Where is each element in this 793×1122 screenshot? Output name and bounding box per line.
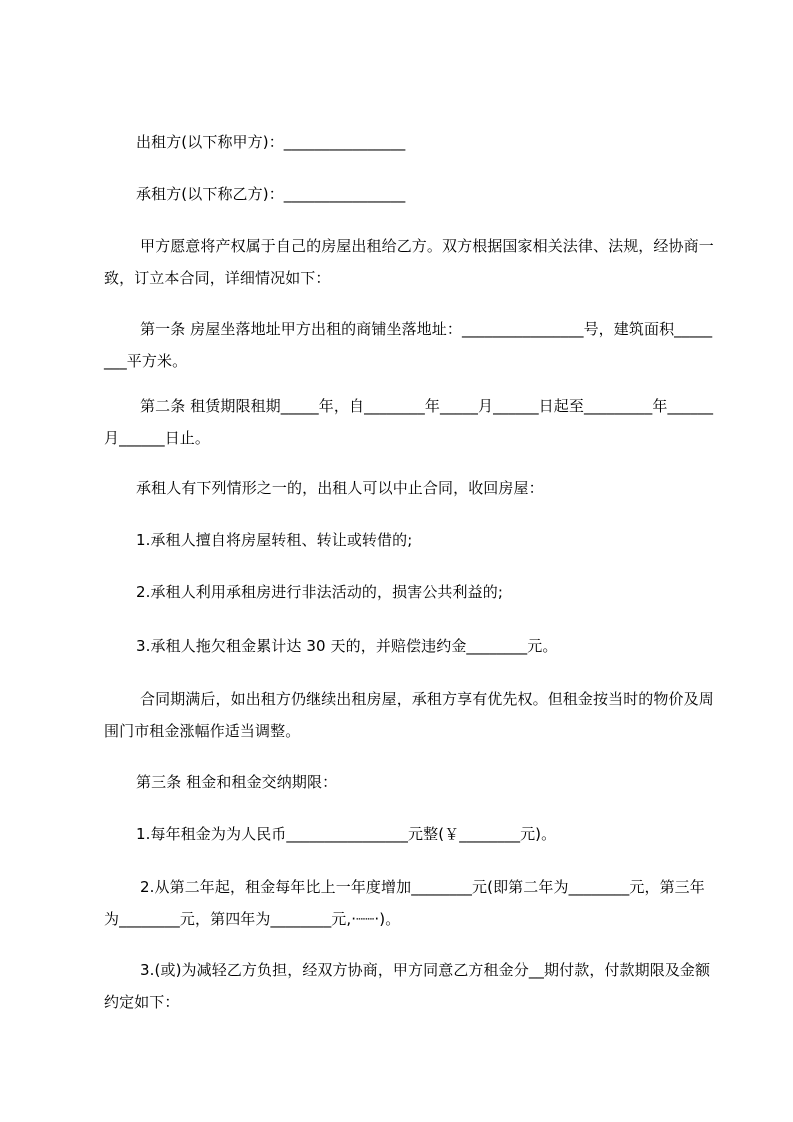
termination-item-2: 2.承租人利用承租房进行非法活动的，损害公共利益的; — [136, 583, 503, 601]
rent-item-3: 3.(或)为减轻乙方负担，经双方协商，甲方同意乙方租金分__期付款，付款期限及金额约定如下： — [104, 961, 711, 1011]
rent-item-2: 2.从第二年起，租金每年比上一年度增加________元(即第二年为________元，第三年为________元，第四年为________元,·┈┈·)。 — [104, 878, 705, 928]
article-three-heading: 第三条 租金和租金交纳期限： — [136, 773, 338, 791]
lessee-line: 承租方(以下称乙方)：________________ — [136, 185, 406, 203]
rent-item-1: 1.每年租金为为人民币________________元整(￥________元)。 — [136, 825, 557, 843]
article-two-term: 第二条 租赁期限租期_____年，自________年_____月______日起至_________年______月______日止。 — [104, 397, 714, 447]
termination-item-3: 3.承租人拖欠租金累计达 30 天的，并赔偿违约金________元。 — [136, 637, 558, 655]
termination-item-1: 1.承租人擅自将房屋转租、转让或转借的; — [136, 531, 413, 549]
lessor-line: 出租方(以下称甲方)：________________ — [136, 133, 406, 151]
renewal-priority-paragraph: 合同期满后，如出租方仍继续出租房屋，承租方享有优先权。但租金按当时的物价及周围门市租金涨幅作适当调整。 — [104, 690, 714, 740]
article-one-address: 第一条 房屋坐落地址甲方出租的商铺坐落地址：________________号，建筑面积________平方米。 — [104, 320, 713, 370]
termination-conditions-heading: 承租人有下列情形之一的，出租人可以中止合同，收回房屋： — [136, 479, 544, 497]
intro-paragraph: 甲方愿意将产权属于自己的房屋出租给乙方。双方根据国家相关法律、法规，经协商一致，订立本合同，详细情况如下： — [104, 237, 714, 287]
